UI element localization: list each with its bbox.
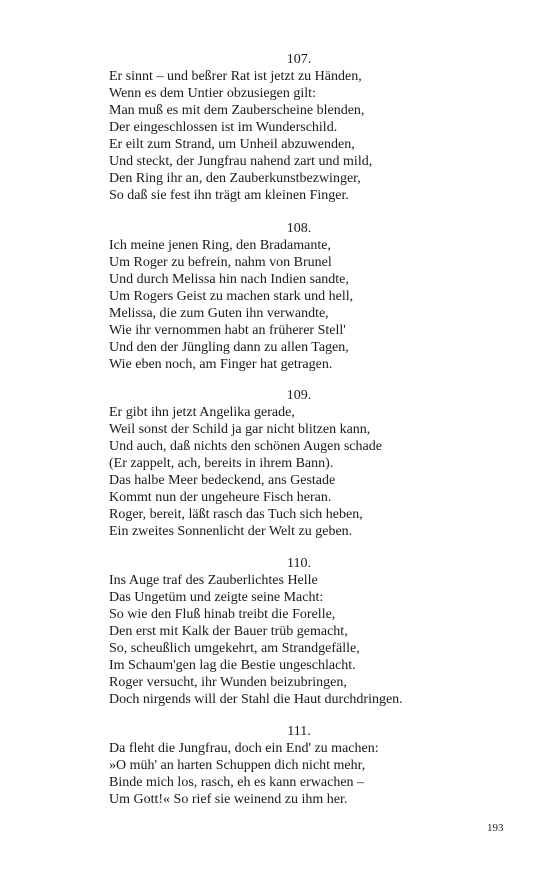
verse-line: Wie eben noch, am Finger hat getragen. (109, 357, 333, 372)
verse-line: Roger, bereit, läßt rasch das Tuch sich heben, (109, 507, 363, 522)
verse-line: Das halbe Meer bedeckend, ans Gestade (109, 473, 336, 488)
verse-line: Melissa, die zum Guten ihn verwandte, (109, 306, 329, 321)
verse-line: Und den der Jüngling dann zu allen Tagen, (109, 340, 349, 355)
verse-line: Der eingeschlossen ist im Wunderschild. (109, 120, 338, 135)
verse-line: Kommt nun der ungeheure Fisch heran. (109, 490, 332, 505)
stanza-108 (109, 220, 489, 373)
stanza-number: 109. (286, 388, 312, 403)
stanza-109 (109, 387, 489, 540)
verse-line: Ins Auge traf des Zauberlichtes Helle (109, 573, 318, 588)
verse-line: Ich meine jenen Ring, den Bradamante, (109, 238, 331, 253)
stanza-number: 110. (287, 556, 311, 571)
verse-line: Wenn es dem Untier obzusiegen gilt: (109, 86, 316, 101)
verse-line: Weil sonst der Schild ja gar nicht blitzen kann, (109, 422, 371, 437)
verse-line: Ein zweites Sonnenlicht der Welt zu geben. (109, 524, 353, 539)
verse-line: (Er zappelt, ach, bereits in ihrem Bann). (109, 456, 334, 471)
verse-line: Wie ihr vernommen habt an früherer Stell' (109, 323, 346, 338)
page-number: 193 (487, 822, 504, 834)
verse-line: Um Gott!« So rief sie weinend zu ihm her. (109, 792, 348, 807)
verse-line: Da fleht die Jungfrau, doch ein End' zu machen: (109, 741, 379, 756)
verse-line: Und steckt, der Jungfrau nahend zart und mild, (109, 154, 373, 169)
stanza-number: 108. (286, 221, 312, 236)
verse-line: Und durch Melissa hin nach Indien sandte, (109, 272, 349, 287)
stanza-110 (109, 555, 489, 708)
verse-line: Doch nirgends will der Stahl die Haut durchdringen. (109, 692, 403, 707)
verse-line: Im Schaum'gen lag die Bestie ungeschlacht. (109, 658, 356, 673)
verse-line: Er gibt ihn jetzt Angelika gerade, (109, 405, 295, 420)
verse-line: So, scheußlich umgekehrt, am Strandgefälle, (109, 641, 360, 656)
verse-line: So wie den Fluß hinab treibt die Forelle, (109, 607, 336, 622)
verse-line: Er eilt zum Strand, um Unheil abzuwenden, (109, 137, 355, 152)
verse-line: Binde mich los, rasch, eh es kann erwachen – (109, 775, 365, 790)
verse-line: »O müh' an harten Schuppen dich nicht mehr, (109, 758, 366, 773)
verse-line: Den Ring ihr an, den Zauberkunstbezwinger, (109, 171, 361, 186)
stanza-107 (109, 51, 489, 204)
verse-line: Und auch, daß nichts den schönen Augen schade (109, 439, 382, 454)
stanza-number: 111. (287, 724, 311, 739)
verse-line: So daß sie fest ihn trägt am kleinen Finger. (109, 188, 349, 203)
stanza-number: 107. (286, 52, 312, 67)
verse-line: Den erst mit Kalk der Bauer trüb gemacht, (109, 624, 348, 639)
stanza-111 (109, 723, 489, 808)
verse-line: Um Rogers Geist zu machen stark und hell, (109, 289, 354, 304)
verse-line: Um Roger zu befrein, nahm von Brunel (109, 255, 332, 270)
verse-line: Das Ungetüm und zeigte seine Macht: (109, 590, 324, 605)
verse-line: Man muß es mit dem Zauberscheine blenden, (109, 103, 365, 118)
verse-line: Er sinnt – und beßrer Rat ist jetzt zu Händen, (109, 69, 362, 84)
verse-line: Roger versucht, ihr Wunden beizubringen, (109, 675, 347, 690)
